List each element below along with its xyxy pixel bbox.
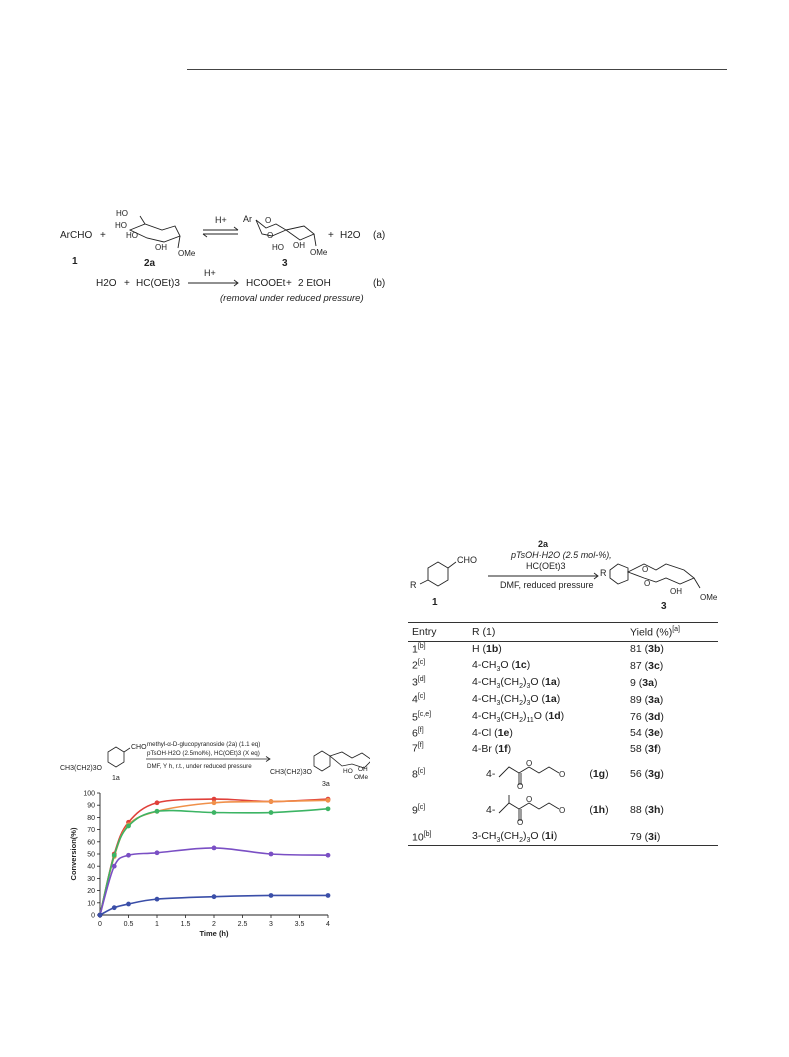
y-tick-label: 50 bbox=[87, 851, 95, 859]
cho-label: CHO bbox=[457, 555, 477, 565]
data-point bbox=[112, 853, 117, 858]
x-tick-label: 2 bbox=[212, 921, 216, 928]
fig-sm-label: CH3(CH2)3O bbox=[60, 765, 103, 772]
cell-yield: 88 (3h) bbox=[630, 804, 664, 817]
cell-entry: 2[c] bbox=[412, 659, 426, 672]
fig-cho-label: CHO bbox=[131, 744, 147, 751]
data-point bbox=[155, 800, 160, 805]
data-point bbox=[126, 824, 131, 829]
y-tick-label: 90 bbox=[87, 802, 95, 810]
cell-r: $3-CH_3(CH_2)_3O$ (1i) bbox=[468, 828, 626, 846]
y-tick-label: 20 bbox=[87, 888, 95, 896]
y-tick-label: 80 bbox=[87, 814, 95, 822]
acrylate-structure bbox=[497, 759, 587, 789]
conditions-line-3: DMF, reduced pressure bbox=[500, 580, 594, 590]
plus-sign-2: + bbox=[328, 230, 334, 241]
data-point bbox=[326, 853, 331, 858]
y-axis-label: Conversion(%) bbox=[69, 827, 78, 881]
data-point bbox=[126, 853, 131, 858]
cell-yield: 54 (3e) bbox=[630, 727, 664, 740]
cell-yield: 58 (3f) bbox=[630, 742, 661, 755]
cell-yield: 76 (3d) bbox=[630, 710, 664, 723]
y-tick-label: 30 bbox=[87, 875, 95, 883]
data-point bbox=[126, 902, 131, 907]
data-point bbox=[155, 897, 160, 902]
fig-cond-2: pTsOH·H2O (2.5mol%), HC(OEt)3 (X eq) bbox=[147, 750, 260, 757]
data-point bbox=[212, 894, 217, 899]
substituent-text: $4-CH_3(CH_2)_3O$ bbox=[472, 675, 539, 690]
fig-sm-id: 1a bbox=[112, 775, 120, 782]
svg-text:O: O bbox=[517, 782, 524, 790]
table-row bbox=[408, 828, 718, 846]
fig-ome-label: OMe bbox=[354, 774, 369, 781]
fig-ho-label: HO bbox=[343, 768, 353, 775]
oh-label-product: OH bbox=[670, 587, 682, 596]
data-point bbox=[326, 893, 331, 898]
conditions-line-1: pTsOH·H2O (2.5 mol-%), bbox=[511, 550, 612, 560]
table-row bbox=[408, 756, 718, 792]
fig-cond-3: DMF, Y h, r.t., under reduced pressure bbox=[147, 763, 252, 770]
ho-label-2: HO bbox=[115, 221, 127, 230]
table-row bbox=[408, 792, 718, 828]
cell-r: 4-Br (1f) bbox=[472, 742, 512, 755]
ome-label-prod: OMe bbox=[310, 248, 328, 257]
o-label-1: O bbox=[265, 216, 272, 225]
x-axis-label: Time (h) bbox=[199, 929, 229, 938]
data-point bbox=[98, 913, 103, 918]
table-row bbox=[408, 691, 718, 708]
svg-text:O: O bbox=[559, 806, 566, 816]
cell-r: 4-Cl (1e) bbox=[472, 727, 513, 740]
header-r: R (1) bbox=[468, 623, 626, 642]
ethanol-label: 2 EtOH bbox=[298, 278, 331, 289]
cell-r: $4-CH_3O$ (1c) bbox=[472, 658, 531, 673]
data-point bbox=[212, 800, 217, 805]
cell-yield: 81 (3b) bbox=[630, 643, 664, 656]
y-tick-label: 70 bbox=[87, 827, 95, 835]
cell-yield: 79 (3i) bbox=[626, 828, 718, 846]
fig-cond-1: methyl-α-D-glucopyranoside (2a) (1.1 eq) bbox=[147, 741, 261, 748]
scheme-1 bbox=[60, 208, 390, 312]
substituent-text: $4-CH_3(CH_2)_{11}O$ bbox=[472, 709, 542, 724]
cell-entry: 6[f] bbox=[412, 726, 424, 740]
scheme-2 bbox=[408, 538, 738, 618]
plus-b-2: + bbox=[286, 278, 292, 289]
data-point bbox=[269, 893, 274, 898]
cell-entry: 10[b] bbox=[408, 828, 468, 846]
table-row bbox=[408, 674, 718, 691]
cell-entry: 5[c,e] bbox=[412, 710, 432, 724]
x-tick-label: 0.5 bbox=[123, 921, 134, 928]
cell-entry: 1[b] bbox=[412, 643, 426, 656]
ho-label-1: HO bbox=[116, 209, 128, 218]
table-row bbox=[408, 657, 718, 674]
fig-prod-label: CH3(CH2)3O bbox=[270, 769, 313, 776]
conversion-chart bbox=[60, 785, 360, 945]
catalyst-h-plus-a: H+ bbox=[215, 215, 227, 225]
data-point bbox=[269, 799, 274, 804]
x-tick-label: 0 bbox=[98, 921, 102, 928]
y-tick-label: 40 bbox=[87, 863, 95, 871]
cell-entry: 3[d] bbox=[412, 676, 426, 689]
water-b-label: H2O bbox=[96, 278, 117, 289]
conditions-line-2: HC(OEt)3 bbox=[526, 561, 566, 571]
water-label: H2O bbox=[340, 230, 361, 241]
svg-text:O: O bbox=[517, 818, 524, 826]
y-tick-label: 100 bbox=[83, 790, 95, 798]
substituent-text: $4-CH_3O$ bbox=[472, 658, 509, 673]
x-tick-label: 3 bbox=[269, 921, 273, 928]
data-point bbox=[269, 810, 274, 815]
cell-r: 4- O O O (1h) bbox=[486, 795, 609, 826]
substituent-text: H bbox=[472, 643, 480, 656]
cell-entry: 8[c] bbox=[412, 768, 426, 781]
x-tick-label: 2.5 bbox=[237, 921, 248, 928]
substituent-text: 4-Cl bbox=[472, 727, 492, 740]
yield-table bbox=[408, 622, 718, 846]
ho-label-3: HO bbox=[126, 231, 138, 240]
cell-r: $4-CH_3(CH_2)_3O$ (1a) bbox=[472, 675, 561, 690]
cell-r: H (1b) bbox=[472, 643, 502, 656]
benzaldehyde-structure bbox=[420, 562, 456, 586]
ar-label: Ar bbox=[243, 214, 252, 224]
table-header-row bbox=[408, 623, 718, 642]
y-tick-label: 0 bbox=[91, 912, 95, 920]
o-label-p2: O bbox=[644, 579, 651, 588]
data-point bbox=[112, 864, 117, 869]
cell-yield: 87 (3c) bbox=[630, 659, 664, 672]
o-label-2: O bbox=[267, 231, 274, 240]
r-label-product: R bbox=[600, 568, 607, 578]
data-point bbox=[212, 810, 217, 815]
substituent-text: $3-CH_3(CH_2)_3O$ bbox=[472, 829, 539, 844]
cell-r: $4-CH_3(CH_2)_{11}O$ (1d) bbox=[472, 709, 565, 724]
eq-b-tag: (b) bbox=[373, 278, 386, 289]
fig-oh-label: OH bbox=[358, 766, 368, 773]
cell-entry: 9[c] bbox=[412, 804, 426, 817]
formate-label: HCOOEt bbox=[246, 278, 286, 289]
svg-text:O: O bbox=[526, 759, 533, 769]
data-point bbox=[155, 809, 160, 814]
y-tick-label: 60 bbox=[87, 839, 95, 847]
table-row bbox=[408, 741, 718, 757]
header-yield: Yield (%)[a] bbox=[626, 623, 718, 642]
aldehyde-1a-structure bbox=[108, 747, 130, 767]
table-row bbox=[408, 708, 718, 725]
header-rule bbox=[187, 69, 727, 70]
ho-label-prod: HO bbox=[272, 243, 284, 252]
x-tick-label: 1 bbox=[155, 921, 159, 928]
ome-label: OMe bbox=[178, 249, 196, 258]
table-row bbox=[408, 725, 718, 741]
oh-label: OH bbox=[155, 243, 167, 252]
cell-entry: 4[c] bbox=[412, 693, 426, 706]
plus-sign: + bbox=[100, 230, 106, 241]
data-point bbox=[269, 852, 274, 857]
reagent-2a: 2a bbox=[538, 539, 549, 549]
svg-text:O: O bbox=[559, 770, 566, 780]
cell-entry: 7[f] bbox=[412, 742, 424, 755]
header-entry: Entry bbox=[408, 623, 468, 642]
cell-r: 4- O O O (1g) bbox=[486, 759, 609, 790]
compound-3-label: 3 bbox=[282, 258, 288, 269]
compound-1-label: 1 bbox=[72, 256, 78, 267]
o-label-p1: O bbox=[642, 565, 649, 574]
y-tick-label: 10 bbox=[87, 900, 95, 908]
oh-label-prod: OH bbox=[293, 241, 305, 250]
plus-b: + bbox=[124, 278, 130, 289]
data-point bbox=[212, 846, 217, 851]
cell-yield: 9 (3a) bbox=[630, 676, 658, 689]
data-point bbox=[326, 806, 331, 811]
x-tick-label: 4 bbox=[326, 921, 330, 928]
catalyst-h-plus-b: H+ bbox=[204, 268, 216, 278]
product-id-label: 3 bbox=[661, 601, 667, 612]
cell-r: $4-CH_3(CH_2)_3O$ (1a) bbox=[472, 692, 561, 707]
data-point bbox=[326, 798, 331, 803]
eq-a-tag: (a) bbox=[373, 230, 386, 241]
product-3-structure bbox=[610, 564, 700, 588]
substituent-text: 4-Br bbox=[472, 742, 492, 755]
start-id-label: 1 bbox=[432, 597, 438, 608]
cell-yield: 89 (3a) bbox=[630, 693, 664, 706]
series-line-4 bbox=[100, 848, 328, 915]
data-point bbox=[112, 905, 117, 910]
removal-note: (removal under reduced pressure) bbox=[220, 293, 364, 304]
data-point bbox=[155, 850, 160, 855]
r-label: R bbox=[410, 580, 417, 590]
x-tick-label: 3.5 bbox=[294, 921, 305, 928]
acrylate-structure bbox=[497, 795, 587, 825]
cell-yield: 56 (3g) bbox=[630, 768, 664, 781]
orthoformate-label: HC(OEt)3 bbox=[136, 278, 180, 289]
compound-2a-label: 2a bbox=[144, 258, 156, 269]
substituent-text: $4-CH_3(CH_2)_3O$ bbox=[472, 692, 539, 707]
archo-label: ArCHO bbox=[60, 230, 93, 241]
table-row bbox=[408, 641, 718, 657]
x-tick-label: 1.5 bbox=[180, 921, 191, 928]
fig-prod-id: 3a bbox=[322, 781, 330, 788]
svg-text:O: O bbox=[526, 795, 533, 805]
ome-label-product: OMe bbox=[700, 593, 718, 602]
